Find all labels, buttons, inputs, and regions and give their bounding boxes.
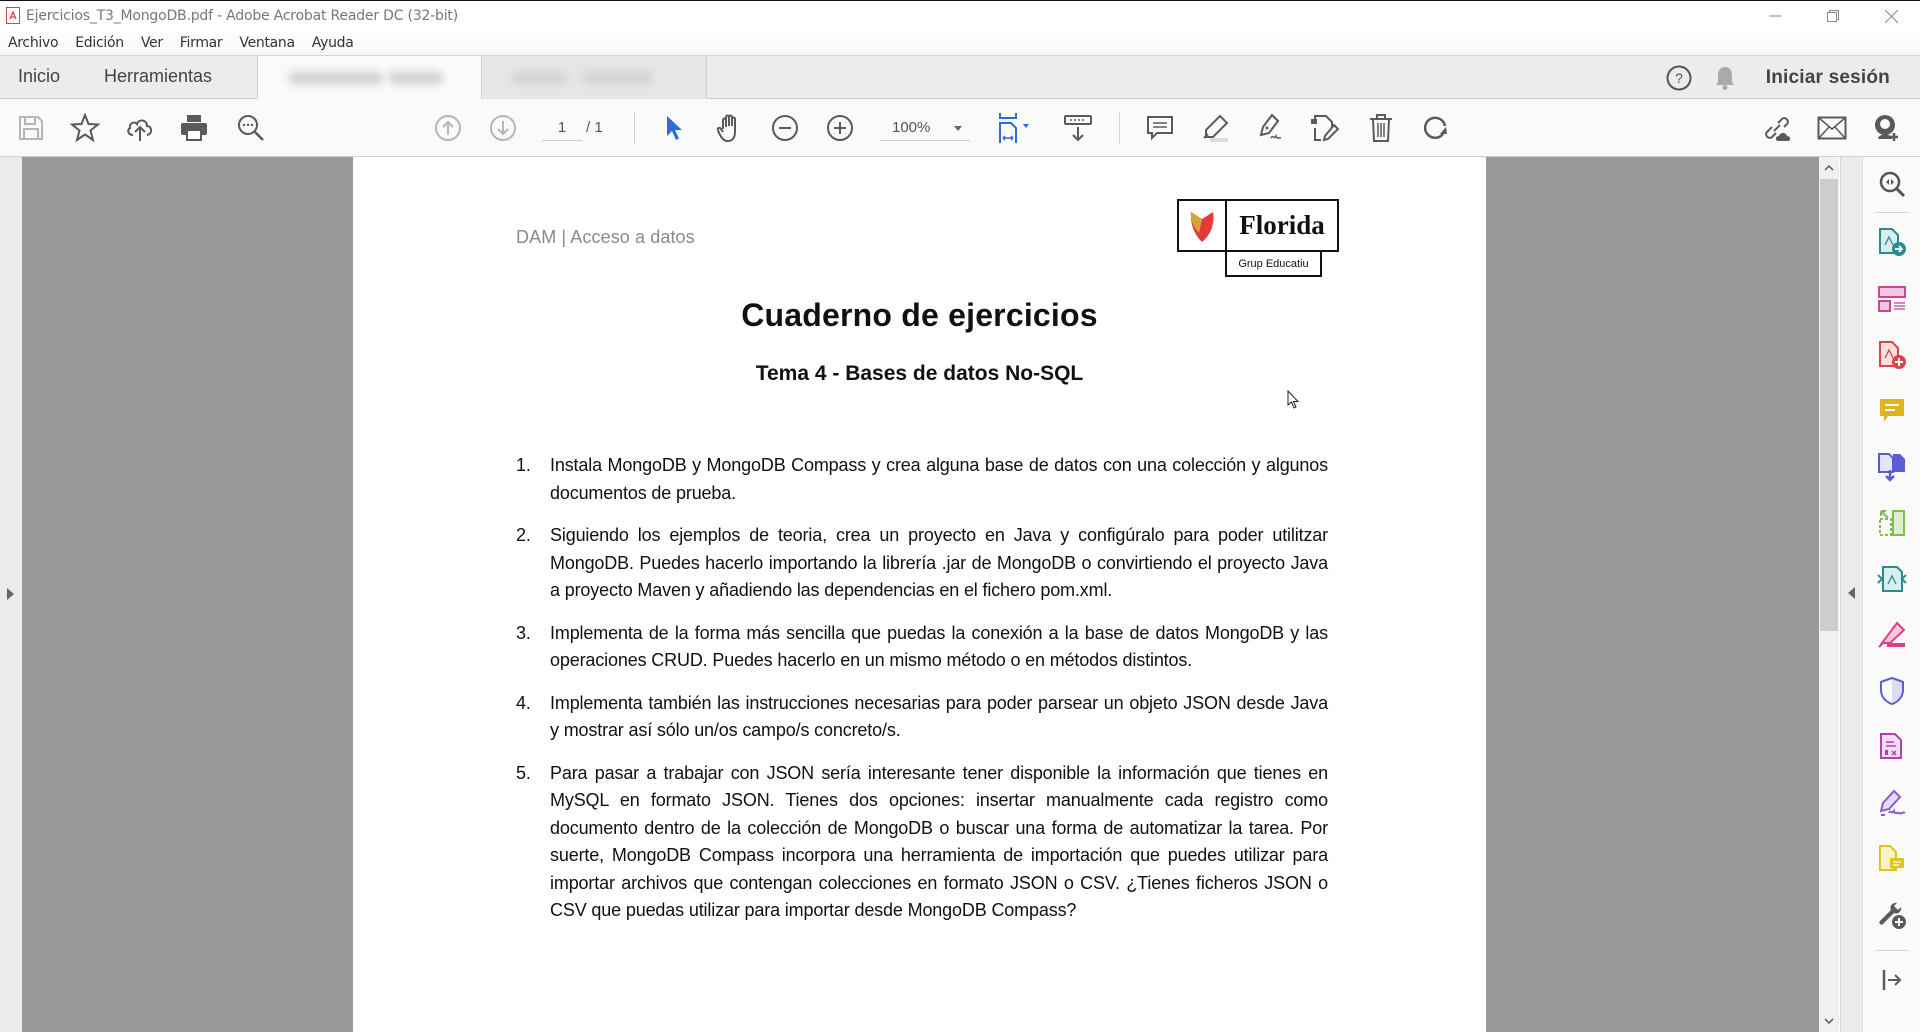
scrollbar-thumb[interactable] <box>1820 179 1838 631</box>
window-title: Ejercicios_T3_MongoDB.pdf - Adobe Acrobat Reader DC (32-bit) <box>26 7 458 24</box>
shield-icon <box>1879 676 1905 706</box>
edit-pdf-icon <box>1310 113 1340 143</box>
fit-page-button[interactable] <box>995 113 1037 143</box>
compress-pdf-icon <box>1877 565 1907 593</box>
mouse-cursor-icon <box>1287 390 1301 410</box>
signin-button[interactable]: Iniciar sesión <box>1765 66 1890 88</box>
export-pdf-icon <box>1877 227 1907 257</box>
email-button[interactable] <box>1817 113 1847 143</box>
comment-button[interactable] <box>1145 113 1175 143</box>
collapse-right-pane-icon[interactable] <box>1848 587 1855 599</box>
exercise-number: 3. <box>516 622 531 643</box>
list-item <box>516 452 1328 507</box>
svg-text:?: ? <box>1674 69 1683 86</box>
scroll-mode-button[interactable] <box>1063 113 1093 143</box>
account-area <box>1666 56 1920 99</box>
exercise-number: 5. <box>516 762 531 783</box>
left-navigation-pane <box>0 157 22 1032</box>
tab-bar <box>0 55 1920 99</box>
tool-comment[interactable] <box>1877 396 1907 426</box>
blurred-tab-label <box>512 71 567 85</box>
tool-protect[interactable] <box>1877 676 1907 706</box>
menu-bar <box>0 30 1920 55</box>
document-subtitle: Tema 4 - Bases de datos No-SQL <box>755 362 1084 385</box>
question-circle-icon <box>1666 65 1692 91</box>
share-link-icon <box>1762 113 1792 143</box>
help-button[interactable] <box>1666 65 1692 91</box>
exercise-text: Implementa de la forma más sencilla que puedas la conexión a la base de datos MongoDB y las operaciones CRUD. Puedes hacerlo en un mismo método o en métodos distintos. <box>550 622 1328 670</box>
organize-pages-icon <box>1877 285 1907 313</box>
star-icon <box>70 113 100 143</box>
highlight-button[interactable] <box>1200 113 1230 143</box>
tool-request-signature[interactable] <box>1877 788 1907 818</box>
bell-icon <box>1714 65 1736 91</box>
find-button[interactable] <box>236 113 266 143</box>
rotate-button[interactable] <box>1420 113 1450 143</box>
add-user-button[interactable] <box>1872 113 1902 143</box>
tool-compress-pdf[interactable] <box>1877 564 1907 594</box>
tab-herramientas[interactable]: Herramientas <box>104 66 213 86</box>
tab-inicio[interactable]: Inicio <box>18 66 61 86</box>
document-tab[interactable] <box>482 56 707 99</box>
email-icon <box>1817 116 1847 140</box>
toolbar-divider <box>634 111 635 145</box>
notifications-button[interactable] <box>1714 65 1736 91</box>
print-icon <box>179 113 209 143</box>
menu-ver[interactable]: Ver <box>140 34 163 51</box>
hand-tool-button[interactable] <box>715 113 745 143</box>
document-title: Cuaderno de ejercicios <box>741 297 1098 333</box>
blurred-tab-label <box>388 71 443 85</box>
comment-icon <box>1146 114 1174 142</box>
exercise-text: Para pasar a trabajar con JSON sería interesante tener disponible la información que tienes en MySQL en formato JSON. Tienes dos opciones: insertar manualmente cada registro como documento dentro de la colección de MongoDB o buscar una forma de automatizar la tarea. Por suerte, MongoDB Compass incorpora una herramienta de importación que puedes utilizar para importar archivos que contengan colecciones en formato JSON o CSV. ¿Tienes ficheros JSON o CSV que puedas utilizar para importar desde MongoDB Compass? <box>550 762 1328 920</box>
exercise-number: 2. <box>516 525 531 545</box>
expand-left-pane-icon[interactable] <box>7 588 14 600</box>
list-item <box>516 690 1328 745</box>
zoom-out-icon <box>771 114 799 142</box>
create-pdf-icon <box>1877 340 1907 370</box>
fill-sign-icon <box>1877 621 1907 649</box>
list-item <box>516 620 1328 675</box>
fit-page-icon <box>996 112 1036 144</box>
zoom-level-value: 100% <box>892 119 931 136</box>
pdf-page <box>353 157 1486 1032</box>
close-icon <box>1885 10 1898 23</box>
bookmark-star-button[interactable] <box>70 113 100 143</box>
main-toolbar <box>0 99 1920 157</box>
zoom-level-select[interactable] <box>880 117 970 141</box>
send-for-comments-icon <box>1878 844 1906 874</box>
tool-search-zoom[interactable] <box>1877 169 1907 199</box>
delete-icon <box>1368 113 1394 143</box>
document-tab-active[interactable] <box>257 56 482 100</box>
zoom-out-button[interactable] <box>770 113 800 143</box>
blurred-tab-label <box>288 71 383 85</box>
shield-logo-icon <box>1179 201 1227 250</box>
minimize-button[interactable] <box>1746 1 1804 31</box>
search-icon <box>236 113 266 143</box>
toolbar-divider <box>1119 111 1120 145</box>
sign-button[interactable] <box>1255 113 1285 143</box>
cloud-upload-icon <box>125 113 155 143</box>
previous-page-icon <box>434 114 462 142</box>
panel-divider <box>1875 950 1909 951</box>
combine-files-icon <box>1877 452 1907 482</box>
window-controls <box>1746 1 1920 31</box>
logo-subtitle: Grup Educatiu <box>1225 252 1322 277</box>
upload-cloud-button[interactable] <box>125 113 155 143</box>
close-button[interactable] <box>1862 1 1920 31</box>
tool-more-tools[interactable] <box>1877 900 1907 930</box>
menu-ayuda[interactable]: Ayuda <box>311 34 354 51</box>
minimize-icon <box>1769 10 1781 22</box>
document-canvas[interactable] <box>22 157 1819 1032</box>
tool-create-pdf[interactable] <box>1877 340 1907 370</box>
panel-divider <box>1875 212 1909 213</box>
menu-edicion[interactable]: Edición <box>75 34 124 51</box>
list-item <box>516 522 1328 605</box>
menu-firmar[interactable]: Firmar <box>179 34 223 51</box>
prepare-form-icon <box>1879 732 1905 762</box>
next-page-button[interactable] <box>488 113 518 143</box>
blurred-tab-label <box>582 71 652 85</box>
exercise-number: 4. <box>516 692 531 713</box>
menu-archivo[interactable]: Archivo <box>8 34 59 51</box>
florida-logo <box>1177 199 1339 277</box>
select-tool-button[interactable] <box>659 113 689 143</box>
print-button[interactable] <box>179 113 209 143</box>
exercise-text: Instala MongoDB y MongoDB Compass y crea alguna base de datos con una colección y algunos documentos de prueba. <box>550 455 1328 503</box>
tool-prepare-form[interactable] <box>1877 732 1907 762</box>
page-number-input[interactable]: 1 <box>542 117 582 141</box>
document-header: DAM | Acceso a datos <box>516 227 695 247</box>
save-icon <box>18 115 44 141</box>
tools-pane <box>1862 157 1920 1032</box>
page-total: / 1 <box>586 119 603 136</box>
select-pointer-icon <box>662 114 686 142</box>
comment-tool-icon <box>1878 397 1906 425</box>
scroll-down-icon[interactable] <box>1824 1016 1834 1026</box>
sign-icon <box>1255 113 1285 143</box>
request-signature-icon <box>1877 789 1907 817</box>
hand-icon <box>716 113 744 143</box>
list-item <box>516 760 1328 925</box>
edit-pdf-button[interactable] <box>1310 113 1340 143</box>
scroll-up-icon[interactable] <box>1824 163 1834 173</box>
next-page-icon <box>489 114 517 142</box>
keyboard-scroll-icon <box>1063 113 1093 143</box>
exercise-text: Implementa también las instrucciones necesarias para poder parsear un objeto JSON desde Java y mostrar así sólo un/os campo/s concreto/s. <box>550 692 1328 740</box>
collapse-tools-pane-button[interactable] <box>1877 965 1907 995</box>
wrench-add-icon <box>1877 900 1907 930</box>
delete-button[interactable] <box>1366 113 1396 143</box>
logo-word: Florida <box>1239 210 1325 240</box>
crop-pages-icon <box>1878 509 1906 537</box>
menu-ventana[interactable]: Ventana <box>239 34 295 51</box>
exercise-text: Siguiendo los ejemplos de teoria, crea un proyecto en Java y configúralo para poder utilitzar MongoDB. Puedes hacerlo importando la librería .jar de MongoDB o convirtiendo el proyecto Java a proyecto Maven y añadiendo las dependencias en el fichero pom.xml. <box>550 525 1328 600</box>
tool-fill-sign[interactable] <box>1877 620 1907 650</box>
zoom-search-icon <box>1878 170 1906 198</box>
exercise-number: 1. <box>516 455 531 475</box>
exercise-list <box>516 452 1328 940</box>
chevron-down-icon <box>954 126 962 131</box>
zoom-in-button[interactable] <box>825 113 855 143</box>
share-link-button[interactable] <box>1762 113 1792 143</box>
previous-page-button[interactable] <box>433 113 463 143</box>
restore-icon <box>1827 10 1839 22</box>
tool-combine-files[interactable] <box>1877 452 1907 482</box>
tool-export-pdf[interactable] <box>1877 227 1907 257</box>
collapse-pane-icon <box>1880 968 1904 992</box>
restore-button[interactable] <box>1804 1 1862 31</box>
pdf-file-icon <box>6 7 20 24</box>
vertical-scrollbar[interactable] <box>1819 157 1839 1032</box>
title-bar <box>0 0 1920 30</box>
tool-organize-pages[interactable] <box>1877 284 1907 314</box>
add-user-icon <box>1872 113 1902 143</box>
save-button[interactable] <box>16 113 46 143</box>
right-pane-collapse-strip <box>1840 157 1862 1032</box>
tool-send-for-comments[interactable] <box>1877 844 1907 874</box>
zoom-in-icon <box>826 114 854 142</box>
rotate-icon <box>1421 114 1449 142</box>
tool-crop-pages[interactable] <box>1877 508 1907 538</box>
highlight-icon <box>1200 113 1230 143</box>
